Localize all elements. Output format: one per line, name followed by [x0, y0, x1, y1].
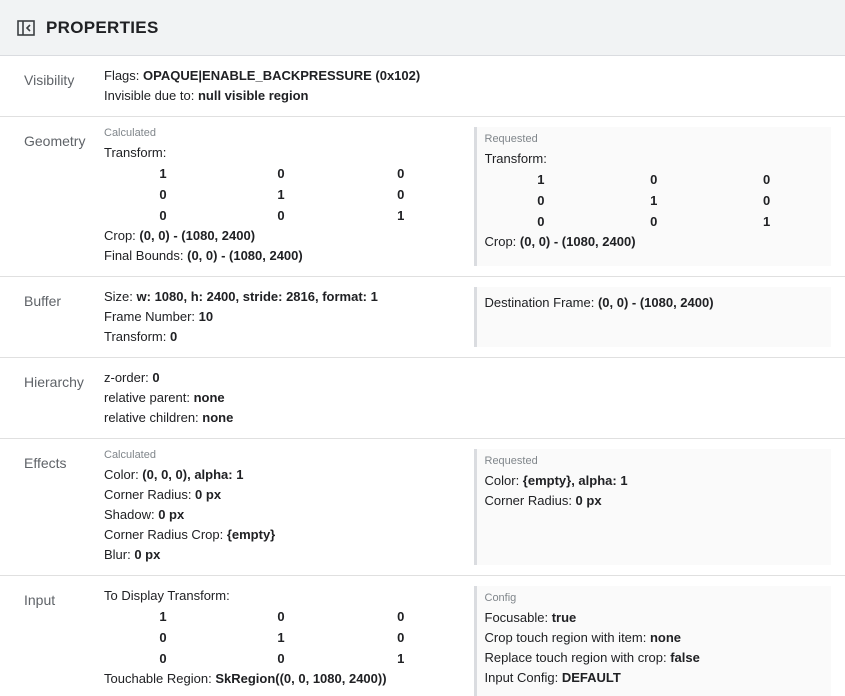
hierarchy-zorder-row: [104, 368, 831, 388]
section-buffer: [0, 277, 845, 358]
matrix-cell: 1: [277, 187, 285, 202]
geometry-requested-subhead: Requested: [484, 133, 538, 145]
matrix-cell: 0: [537, 193, 545, 208]
geometry-requested-matrix: [485, 169, 824, 232]
visibility-invisible-row: [104, 86, 831, 106]
input-config-row: [485, 668, 824, 688]
effects-requested-color-row: [485, 471, 824, 491]
section-geometry: [0, 117, 845, 277]
input-replace-touch-value: false: [670, 650, 700, 665]
buffer-transform-row: [104, 327, 462, 347]
effects-corner-radius-crop-key: Corner Radius Crop:: [104, 527, 227, 542]
matrix-cell: 1: [159, 166, 167, 181]
effects-requested: [474, 449, 832, 565]
matrix-cell: 0: [397, 630, 405, 645]
input-config-key: Input Config:: [484, 670, 562, 685]
geometry-final-bounds-value: (0, 0) - (1080, 2400): [187, 248, 303, 263]
input-calculated: [104, 586, 462, 696]
matrix-cell: 0: [159, 651, 167, 666]
input-config: [474, 586, 832, 696]
properties-header: [0, 0, 845, 56]
effects-corner-radius-row: [104, 485, 462, 505]
matrix-cell: 1: [397, 208, 405, 223]
section-label-visibility: Visibility: [24, 72, 75, 88]
effects-blur-row: [104, 545, 462, 565]
geometry-calculated-crop-value: (0, 0) - (1080, 2400): [139, 228, 256, 243]
effects-corner-radius-key: Corner Radius:: [104, 487, 196, 502]
input-config-value: DEFAULT: [561, 670, 621, 685]
geometry-calculated: [104, 127, 462, 266]
buffer-size-value: w: 1080, h: 2400, stride: 2816, format: 1: [136, 289, 378, 304]
geometry-requested: [474, 127, 832, 266]
buffer-requested: [474, 287, 832, 347]
hierarchy-relative-children-key: relative children:: [104, 410, 203, 425]
hierarchy-zorder-value: 0: [152, 370, 160, 385]
effects-corner-radius-crop-value: {empty}: [226, 527, 276, 542]
effects-color-row: [104, 465, 462, 485]
input-focusable-key: Focusable:: [484, 610, 552, 625]
buffer-frame-number-row: [104, 307, 462, 327]
input-crop-touch-key: Crop touch region with item:: [484, 630, 650, 645]
effects-requested-corner-radius-key: Corner Radius:: [484, 493, 576, 508]
buffer-dest-frame-row: [485, 293, 824, 313]
matrix-cell: 1: [159, 609, 167, 624]
input-focusable-row: [485, 608, 824, 628]
section-input: [0, 576, 845, 696]
page-title: PROPERTIES: [46, 17, 159, 37]
geometry-calculated-crop-key: Crop:: [104, 228, 140, 243]
effects-calculated-subhead: Calculated: [104, 449, 156, 461]
section-label-geometry: Geometry: [24, 133, 86, 149]
matrix-cell: 0: [650, 172, 658, 187]
input-touchable-region-value: SkRegion((0, 0, 1080, 2400)): [215, 671, 387, 686]
collapse-panel-icon[interactable]: [16, 18, 36, 38]
input-touchable-region-row: [104, 669, 462, 689]
geometry-calculated-matrix: [104, 163, 462, 226]
input-config-subhead: Config: [484, 592, 517, 604]
matrix-cell: 0: [762, 193, 771, 208]
section-label-effects: Effects: [24, 455, 67, 471]
buffer-dest-frame-key: Destination Frame:: [484, 295, 598, 310]
visibility-flags-key: Flags:: [104, 68, 144, 83]
geometry-requested-crop-value: (0, 0) - (1080, 2400): [519, 234, 636, 249]
visibility-invisible-key: Invisible due to:: [104, 88, 198, 103]
hierarchy-relative-children-row: [104, 408, 831, 428]
buffer-frame-number-key: Frame Number:: [104, 309, 199, 324]
effects-requested-color-key: Color:: [484, 473, 523, 488]
buffer-size-key: Size:: [104, 289, 137, 304]
visibility-flags-row: [104, 66, 831, 86]
geometry-requested-crop-row: [485, 232, 824, 252]
effects-blur-value: 0 px: [134, 547, 161, 562]
hierarchy-zorder-key: z-order:: [104, 370, 153, 385]
effects-shadow-row: [104, 505, 462, 525]
section-label-hierarchy: Hierarchy: [24, 374, 84, 390]
geometry-final-bounds-key: Final Bounds:: [104, 248, 188, 263]
section-label-buffer: Buffer: [24, 293, 62, 309]
matrix-cell: 0: [650, 214, 658, 229]
effects-color-key: Color:: [104, 467, 143, 482]
geometry-calculated-transform-key: Transform:: [104, 145, 167, 160]
matrix-cell: 0: [277, 208, 285, 223]
input-replace-touch-row: [485, 648, 824, 668]
matrix-cell: 1: [762, 214, 771, 229]
buffer-calculated: [104, 287, 462, 347]
input-touchable-region-key: Touchable Region:: [104, 671, 216, 686]
input-crop-touch-value: none: [649, 630, 682, 645]
buffer-transform-value: 0: [169, 329, 178, 344]
buffer-size-row: [104, 287, 462, 307]
matrix-cell: 0: [397, 609, 405, 624]
section-hierarchy: [0, 358, 845, 439]
matrix-cell: 0: [397, 187, 405, 202]
section-label-input: Input: [24, 592, 56, 608]
effects-blur-key: Blur:: [104, 547, 135, 562]
input-focusable-value: true: [551, 610, 577, 625]
properties-body: [0, 56, 845, 696]
effects-requested-subhead: Requested: [484, 455, 538, 467]
geometry-calculated-subhead: Calculated: [104, 127, 156, 139]
hierarchy-relative-parent-key: relative parent:: [104, 390, 194, 405]
matrix-cell: 1: [650, 193, 658, 208]
geometry-requested-crop-key: Crop:: [484, 234, 520, 249]
hierarchy-relative-children-value: none: [202, 410, 234, 425]
effects-requested-corner-radius-value: 0 px: [575, 493, 602, 508]
effects-corner-radius-value: 0 px: [195, 487, 222, 502]
matrix-cell: 0: [762, 172, 771, 187]
effects-shadow-value: 0 px: [158, 507, 185, 522]
buffer-transform-key: Transform:: [104, 329, 170, 344]
effects-calculated: [104, 449, 462, 565]
buffer-dest-frame-value: (0, 0) - (1080, 2400): [597, 295, 714, 310]
matrix-cell: 1: [537, 172, 545, 187]
hierarchy-relative-parent-row: [104, 388, 831, 408]
matrix-cell: 0: [159, 208, 167, 223]
input-crop-touch-row: [485, 628, 824, 648]
matrix-cell: 1: [277, 630, 285, 645]
effects-color-value: (0, 0, 0), alpha: 1: [142, 467, 244, 482]
hierarchy-relative-parent-value: none: [193, 390, 225, 405]
input-matrix: [104, 606, 462, 669]
input-to-display-transform-key: To Display Transform:: [104, 588, 230, 603]
matrix-cell: 0: [397, 166, 405, 181]
effects-corner-radius-crop-row: [104, 525, 462, 545]
effects-requested-color-value: {empty}, alpha: 1: [522, 473, 628, 488]
effects-shadow-key: Shadow:: [104, 507, 159, 522]
matrix-cell: 0: [159, 630, 167, 645]
effects-requested-corner-radius-row: [485, 491, 824, 511]
buffer-frame-number-value: 10: [198, 309, 214, 324]
visibility-flags-value: OPAQUE|ENABLE_BACKPRESSURE (0x102): [143, 68, 421, 83]
matrix-cell: 0: [277, 609, 285, 624]
visibility-invisible-value: null visible region: [197, 88, 309, 103]
section-visibility: [0, 56, 845, 117]
geometry-requested-transform-key: Transform:: [484, 151, 547, 166]
matrix-cell: 0: [277, 166, 285, 181]
matrix-cell: 1: [397, 651, 405, 666]
section-effects: [0, 439, 845, 576]
input-replace-touch-key: Replace touch region with crop:: [484, 650, 671, 665]
geometry-calculated-crop-row: [104, 226, 462, 246]
geometry-final-bounds-row: [104, 246, 462, 266]
matrix-cell: 0: [159, 187, 167, 202]
matrix-cell: 0: [277, 651, 285, 666]
matrix-cell: 0: [537, 214, 545, 229]
